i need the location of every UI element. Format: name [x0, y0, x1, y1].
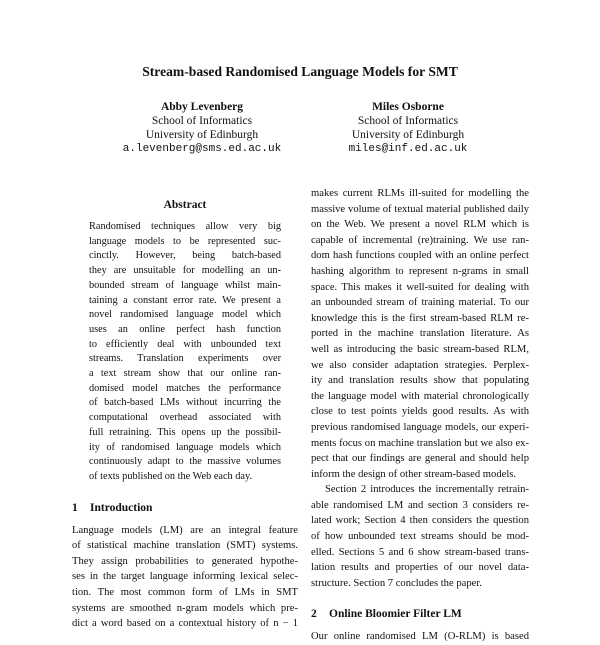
body-line: the language model with material chronologically — [311, 390, 529, 402]
abstract-line: language models to be represented suc- — [89, 235, 281, 247]
body-line: lation results and properties of our novel data- — [311, 562, 529, 574]
section-number: 1 — [72, 501, 78, 514]
abstract-line: a text stream show that our online ran- — [89, 368, 281, 380]
body-line: They assign probabilities to generated hypothe- — [72, 555, 298, 567]
body-line: of statistical machine translation (SMT) systems. — [72, 540, 298, 552]
abstract-line: computational overhead associated with — [89, 412, 281, 424]
body-line: elled. Sections 5 and 6 show stream-based trans- — [311, 546, 529, 558]
abstract-heading: Abstract — [163, 199, 207, 211]
body-line: makes current RLMs ill-suited for modelling the — [311, 188, 529, 199]
section-title: Introduction — [90, 501, 153, 514]
body-line: space. This makes it well-suited for dealing with — [311, 281, 529, 293]
body-line: close to test points yields good results. As with — [311, 406, 529, 418]
abstract-line: cinctly. However, being batch-based — [89, 250, 281, 262]
body-line: able randomised LM and section 3 considers re- — [311, 499, 529, 511]
abstract-line: full retraining. This opens up the possibil- — [89, 426, 281, 438]
author-email: miles@inf.ed.ac.uk — [348, 143, 468, 155]
author-block-1 — [92, 100, 312, 156]
body-line: ity and translation results show that populating — [311, 375, 529, 387]
abstract-line: they are unsuitable for modelling an un- — [89, 265, 281, 277]
abstract-line: of batch-based LMs without incurring the — [89, 397, 281, 409]
abstract-line: domised model matches the performance — [89, 382, 281, 394]
body-line: we also consider adaptation strategies. Perplex- — [311, 359, 529, 371]
author-block-2 — [298, 100, 518, 156]
body-line: ported in the machine translation literature. As — [311, 328, 529, 340]
abstract-line: streams. Translation experiments over — [89, 353, 281, 365]
body-line: dict a word based on a contextual history of n − 1 — [72, 618, 298, 630]
body-line: on the Web. We present a novel RLM which is — [311, 219, 529, 231]
author-email: a.levenberg@sms.ed.ac.uk — [122, 143, 282, 155]
body-line: pect that our findings are general and should help — [311, 453, 529, 465]
abstract-line: Randomised techniques allow very big — [89, 221, 281, 232]
body-line: Section 2 introduces the incrementally retrain- — [325, 484, 529, 496]
body-line: massive volume of textual material published daily — [311, 203, 529, 215]
abstract-line: to efficiently deal with unbounded text — [89, 338, 281, 350]
author-affiliation: School of Informatics — [151, 115, 253, 127]
section-heading-introduction — [72, 501, 298, 515]
body-line: an unbounded stream of training material. To our — [311, 297, 529, 309]
body-line: knowledge this is the first stream-based RLM re- — [311, 312, 529, 324]
body-line: tion. The most common form of LMs in SMT — [72, 587, 298, 599]
abstract-line: novel randomised language model which — [89, 309, 281, 321]
abstract-line: of texts published on the Web each day. — [89, 470, 253, 482]
body-line: ments focus on machine translation but we also ex- — [311, 437, 529, 449]
abstract-body — [89, 220, 281, 485]
section2-body — [311, 629, 529, 645]
abstract-line: uses an online perfect hash function — [89, 323, 281, 335]
body-line: capable of incremental (re)training. We use ran- — [311, 234, 529, 246]
section-heading-online-bloomier — [311, 607, 529, 621]
body-line: hashing algorithm to represent n-grams in small — [311, 265, 529, 277]
right-column-para-1 — [311, 186, 529, 482]
author-affiliation: School of Informatics — [357, 115, 459, 127]
right-column — [311, 186, 529, 645]
introduction-body — [72, 523, 298, 632]
right-column-para-2 — [311, 482, 529, 591]
abstract-line: ity of randomised language models which — [89, 441, 281, 453]
body-line: dom hash functions coupled with an online perfect — [311, 250, 529, 262]
body-line: ses in the target language informing lexical selec- — [72, 571, 298, 583]
body-line: lated work; Section 4 then considers the question — [311, 515, 529, 527]
body-line: systems are smoothed n-gram models which pre- — [72, 602, 298, 614]
section-title: Online Bloomier Filter LM — [329, 608, 462, 621]
body-line: Language models (LM) are an integral feature — [72, 524, 298, 536]
paper-title: Stream-based Randomised Language Models for SMT — [142, 64, 458, 79]
body-line: inform the design of other stream-based models. — [311, 468, 517, 480]
author-institution: University of Edinburgh — [145, 129, 259, 141]
left-column — [72, 198, 298, 632]
body-line: Our online randomised LM (O-RLM) is based — [311, 631, 529, 643]
body-line: previous randomised language models, our experi- — [311, 421, 529, 433]
abstract-line: taining a constant error rate. We present a — [89, 294, 281, 306]
abstract-line: continuously adapt to the massive volumes — [89, 456, 281, 468]
body-line: well as introducing the basic stream-based RLM, — [311, 343, 529, 355]
author-institution: University of Edinburgh — [351, 129, 465, 141]
body-line: of how unbounded text streams should be mod- — [311, 531, 529, 543]
author-name: Abby Levenberg — [160, 101, 244, 113]
author-name: Miles Osborne — [372, 101, 444, 113]
body-line: structure. Section 7 concludes the paper. — [311, 577, 482, 589]
abstract-line: bounded stream of language whilst main- — [89, 279, 281, 291]
section-number: 2 — [311, 608, 317, 621]
